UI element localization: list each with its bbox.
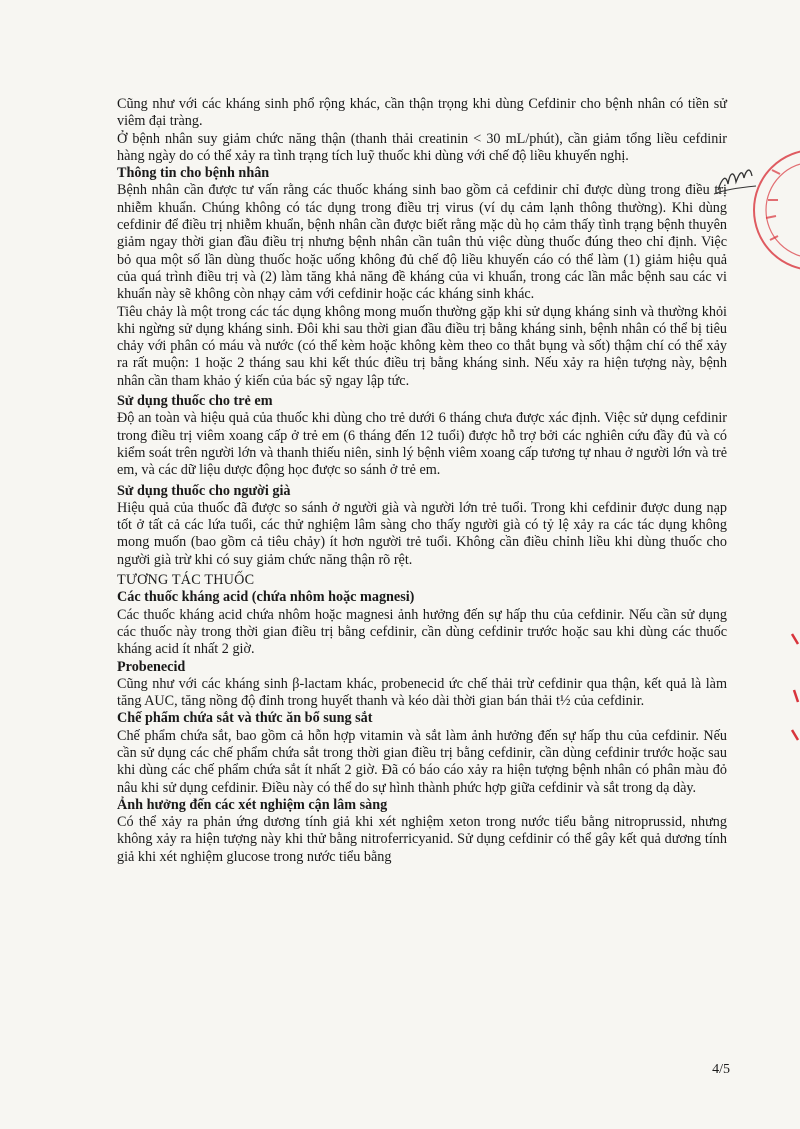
red-mark-icon <box>782 630 800 750</box>
heading-lab-tests: Ảnh hưởng đến các xét nghiệm cận lâm sàng <box>117 796 388 813</box>
paragraph: Hiệu quả của thuốc đã được so sánh ở người già và người lớn trẻ tuổi. Trong khi cefdinir được dung nạp tốt ở tất cả các lứa tuổi, các thử nghiệm lâm sàng cho thấy người già có tỷ lệ xảy ra các tác dụng không mong muốn (bao gồm cả tiêu chảy) ít hơn người trẻ tuổi. Không cần điều chỉnh liều khi dùng thuốc cho người già trừ khi có suy giảm chức năng thận rõ rệt. <box>117 499 727 568</box>
red-stamp-icon <box>752 140 800 280</box>
paragraph: Độ an toàn và hiệu quả của thuốc khi dùng cho trẻ dưới 6 tháng chưa được xác định. Việc sử dụng cefdinir trong điều trị viêm xoang cấp ở trẻ em (6 tháng đến 12 tuổi) được hỗ trợ bởi các nghiên cứu đầy đủ và có kiểm soát trên người lớn và thanh thiếu niên, sinh lý bệnh viêm xoang cấp tương tự nhau ở người lớn và trẻ em, và các dữ liệu dược động học được so sánh ở trẻ em. <box>117 410 727 479</box>
heading-elderly: Sử dụng thuốc cho người già <box>117 482 291 499</box>
paragraph: Có thể xảy ra phản ứng dương tính giả khi xét nghiệm xeton trong nước tiểu bằng nitroprussid, nhưng không xảy ra hiện tượng này khi thử bằng nitroferricyanid. Sử dụng cefdinir có thể gây kết quả dương tính giả khi xét nghiệm glucose trong nước tiểu bằng <box>117 814 727 865</box>
paragraph: Các thuốc kháng acid chứa nhôm hoặc magnesi ảnh hưởng đến sự hấp thu của cefdinir. Nếu cần sử dụng các thuốc này trong thời gian điều trị bằng cefdinir, cần dùng cefdinir trước hoặc sau khi dùng các thuốc kháng acid ít nhất 2 giờ. <box>117 606 727 658</box>
paragraph: Cũng như với các kháng sinh β-lactam khác, probenecid ức chế thải trừ cefdinir qua thận, kết quả là làm tăng AUC, tăng nồng độ đỉnh trong huyết thanh và kéo dài thời gian bán thải t½ của cefdinir. <box>117 675 727 710</box>
paragraph: Tiêu chảy là một trong các tác dụng không mong muốn thường gặp khi sử dụng kháng sinh và thường khỏi khi ngừng sử dụng kháng sinh. Đôi khi sau thời gian đầu điều trị bằng kháng sinh, bệnh nhân có thể bị tiêu chảy với phân có máu và nước (có thể kèm hoặc không kèm theo co thắt bụng và sốt) thậm chí có thể xảy ra rất muộn: 1 hoặc 2 tháng sau khi kết thúc điều trị bằng kháng sinh. Nếu xảy ra hiện tượng này, bệnh nhân cần tham khảo ý kiến của bác sỹ ngay lập tức. <box>117 303 727 389</box>
document-body <box>117 96 727 866</box>
heading-iron: Chế phẩm chứa sắt và thức ăn bổ sung sắt <box>117 710 373 727</box>
paragraph: Ở bệnh nhân suy giảm chức năng thận (thanh thải creatinin < 30 mL/phút), cần giảm tổng liều cefdinir hàng ngày do có thể xảy ra tình trạng tích luỹ thuốc khi dùng với chế độ liều khuyến nghị. <box>117 130 727 164</box>
heading-patient-info: Thông tin cho bệnh nhân <box>117 165 270 182</box>
paragraph: Chế phẩm chứa sắt, bao gồm cả hỗn hợp vitamin và sắt làm ảnh hưởng đến sự hấp thu của cefdinir. Nếu cần sử dụng các chế phẩm chứa sắt trong thời gian điều trị bằng cefdinir, cần dùng cefdinir trước hoặc sau khi dùng các chế phẩm chứa sắt ít nhất 2 giờ. Đã có báo cáo xảy ra hiện tượng bệnh nhân có phân màu đỏ nâu khi sử dụng cefdinir. Điều này có thể do sự hình thành phức hợp giữa cefdinir và sắt trong dạ dày. <box>117 727 727 796</box>
paragraph: Bệnh nhân cần được tư vấn rằng các thuốc kháng sinh bao gồm cả cefdinir chỉ được dùng trong điều trị nhiễm khuẩn. Chúng không có tác dụng trong điều trị virus (ví dụ cảm lạnh thông thường). Khi dùng cefdinir để điều trị nhiễm khuẩn, bệnh nhân cần được biết rằng mặc dù họ cảm thấy tình trạng bệnh thuyên giảm ngay thời gian đầu điều trị nhưng bệnh nhân cần tuân thủ việc dùng thuốc đúng theo chỉ định. Việc bỏ qua một số lần dùng thuốc hoặc uống không đủ chế độ liều khuyến cáo có thể làm (1) giảm hiệu quả của quá trình điều trị và (2) làm tăng khả năng đề kháng của vi khuẩn, trong các lần mắc bệnh sau các vi khuẩn này sẽ không còn nhạy cảm với cefdinir hoặc các kháng sinh khác. <box>117 182 727 303</box>
section-title-interactions: TƯƠNG TÁC THUỐC <box>117 572 255 589</box>
page-number: 4/5 <box>712 1062 730 1077</box>
paragraph: Cũng như với các kháng sinh phổ rộng khác, cần thận trọng khi dùng Cefdinir cho bệnh nhân có tiền sử viêm đại tràng. <box>117 96 727 130</box>
heading-children: Sử dụng thuốc cho trẻ em <box>117 393 273 410</box>
heading-antacids: Các thuốc kháng acid (chứa nhôm hoặc magnesi) <box>117 589 415 606</box>
heading-probenecid: Probenecid <box>117 658 186 675</box>
